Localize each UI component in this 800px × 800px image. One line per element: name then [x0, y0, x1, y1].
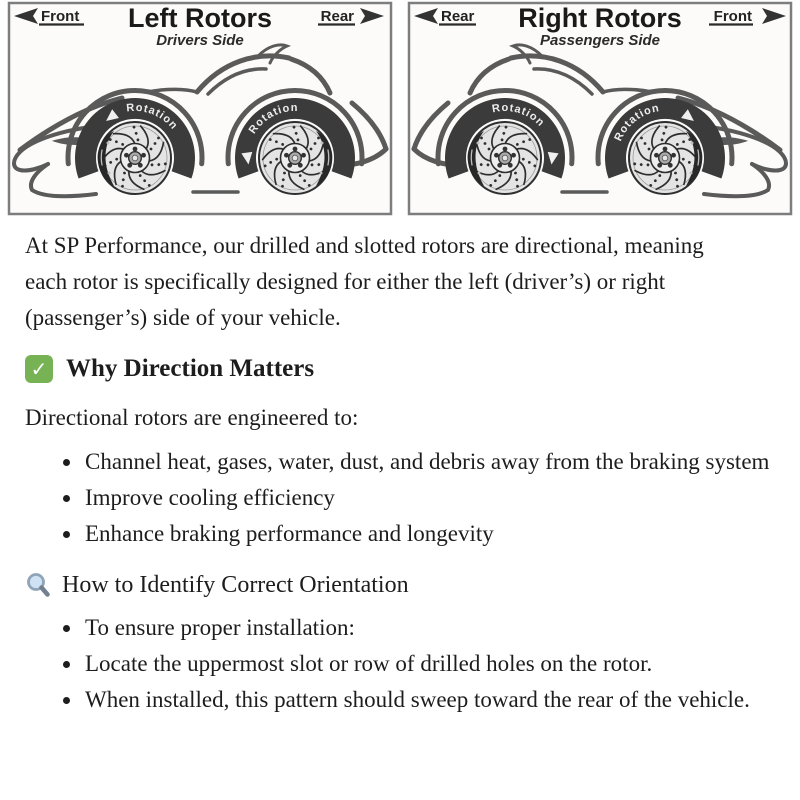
- why-direction-matters-heading: [25, 352, 770, 386]
- list-item: • When installed, this pattern should sweep toward the rear of the vehicle.: [83, 682, 770, 718]
- list-item: • Locate the uppermost slot or row of drilled holes on the rotor.: [83, 646, 770, 682]
- left-rotors-panel: [9, 3, 391, 214]
- engineered-to-lead: Directional rotors are engineered to:: [25, 405, 359, 430]
- left-panel-title: Left Rotors: [128, 3, 272, 33]
- intro-paragraph: At SP Performance, our drilled and slotted rotors are directional, meaning each rotor is specifically designed for either the left (driver’s) or right (passenger’s) side of your vehicle.: [25, 233, 704, 330]
- list-item: • Channel heat, gases, water, dust, and debris away from the braking system: [83, 444, 770, 480]
- right-panel-rear-label: Rear: [441, 8, 475, 25]
- left-panel-subtitle: Drivers Side: [156, 32, 244, 49]
- list-item: • Improve cooling efficiency: [83, 480, 770, 516]
- rotation-label-front-left: Rotation: [125, 101, 181, 133]
- article: [0, 228, 800, 718]
- rotation-label-rear-left: Rotation: [246, 101, 299, 137]
- why-direction-matters-title: Why Direction Matters: [66, 355, 315, 382]
- rotor-diagram-svg: [0, 0, 800, 218]
- how-to-identify-title: How to Identify Correct Orientation: [62, 572, 409, 598]
- how-to-identify-heading: [25, 568, 770, 602]
- check-glyph: ✓: [30, 357, 48, 381]
- rotation-label-rear-right: Rotation: [491, 101, 547, 130]
- left-panel-rear-label: Rear: [320, 8, 354, 25]
- orientation-steps-list: [25, 610, 770, 718]
- list-item: • Enhance braking performance and longevity: [83, 516, 770, 552]
- right-panel-front-label: Front: [713, 8, 752, 25]
- list-item: • To ensure proper installation:: [83, 610, 770, 646]
- right-rotors-panel: [409, 3, 791, 214]
- right-panel-subtitle: Passengers Side: [539, 32, 661, 49]
- right-panel-title: Right Rotors: [518, 3, 682, 33]
- benefits-list: [25, 444, 770, 552]
- magnifying-glass-icon: [25, 572, 52, 599]
- rotation-label-front-right: Rotation: [612, 102, 661, 144]
- rotor-direction-diagram: [0, 0, 800, 218]
- check-mark-icon: [25, 355, 53, 383]
- left-panel-front-label: Front: [41, 8, 80, 25]
